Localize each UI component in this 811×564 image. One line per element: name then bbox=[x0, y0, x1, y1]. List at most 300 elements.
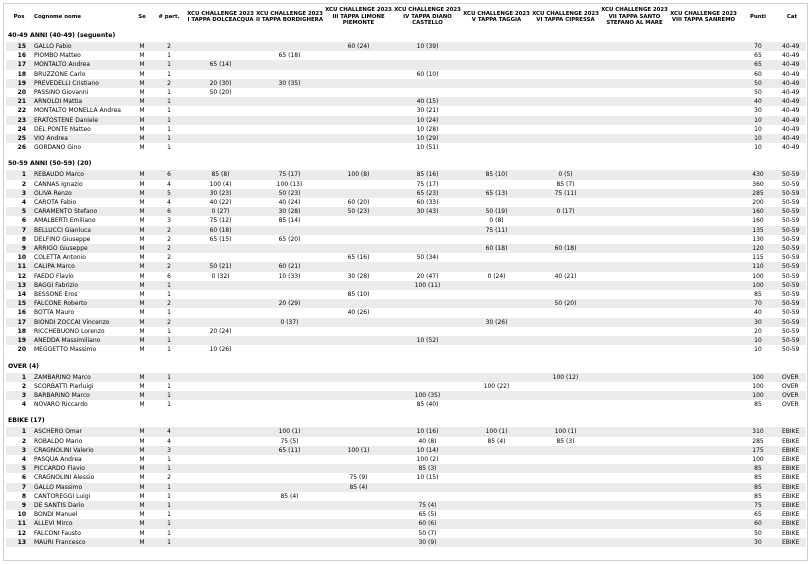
table-row bbox=[6, 253, 806, 262]
cell-category: 40-49 bbox=[782, 89, 800, 97]
cell-sex: M bbox=[132, 483, 152, 492]
cell-stage-3 bbox=[324, 216, 393, 225]
cell-category: 50-59 bbox=[778, 207, 806, 216]
cell-stage-7 bbox=[600, 318, 669, 327]
cell-stage-4: 85 (3) bbox=[393, 464, 462, 473]
cell-stage-1 bbox=[186, 473, 255, 482]
cell-stage-6: 85 (3) bbox=[556, 437, 575, 445]
cell-stage-4 bbox=[393, 226, 462, 235]
table-row bbox=[6, 51, 806, 60]
cell-stage-1 bbox=[186, 510, 255, 519]
table-row bbox=[6, 262, 806, 271]
cell-athlete-name: AMALBERTI Emiliano bbox=[34, 217, 96, 225]
cell-athlete-name: BESSONE Eros bbox=[34, 291, 78, 299]
cell-pos: 12 bbox=[17, 529, 26, 537]
cell-participations: 1 bbox=[167, 382, 171, 390]
cell-stage-8 bbox=[669, 79, 738, 88]
cell-stage-7 bbox=[600, 483, 669, 492]
cell-stage-2: 40 (24) bbox=[278, 199, 301, 207]
header-stage-2: XCU CHALLENGE 2023 II TAPPA BORDIGHERA bbox=[255, 10, 324, 23]
cell-points: 85 bbox=[754, 401, 762, 409]
cell-athlete-name: VIO Andrea bbox=[32, 134, 132, 143]
cell-participations: 4 bbox=[167, 180, 171, 188]
cell-stage-4: 10 (39) bbox=[393, 42, 462, 51]
cell-sex: M bbox=[132, 226, 152, 235]
cell-stage-6 bbox=[531, 290, 600, 299]
cell-category: 50-59 bbox=[778, 336, 806, 345]
cell-stage-4: 30 (9) bbox=[393, 538, 462, 547]
cell-sex: M bbox=[139, 180, 145, 188]
cell-stage-3 bbox=[324, 189, 393, 198]
cell-athlete-name: PREVEDELLI Cristiano bbox=[32, 79, 132, 88]
cell-athlete-name: BELLUCCI Gianluca bbox=[32, 226, 132, 235]
cell-participations: 2 bbox=[152, 318, 186, 327]
cell-stage-1 bbox=[186, 427, 255, 436]
section-header bbox=[6, 158, 806, 170]
cell-stage-2 bbox=[255, 538, 324, 547]
cell-points: 115 bbox=[752, 254, 764, 262]
table-row bbox=[6, 272, 806, 281]
cell-stage-5: 0 (24) bbox=[487, 272, 506, 280]
cell-participations: 1 bbox=[167, 511, 171, 519]
cell-stage-8 bbox=[669, 253, 738, 262]
cell-stage-8 bbox=[669, 529, 738, 538]
table-row bbox=[6, 281, 806, 290]
cell-stage-6 bbox=[531, 345, 600, 354]
cell-stage-4 bbox=[393, 244, 462, 253]
cell-category: 40-49 bbox=[782, 70, 800, 78]
cell-stage-3 bbox=[324, 262, 393, 271]
cell-stage-7 bbox=[600, 446, 669, 455]
cell-sex: M bbox=[132, 318, 152, 327]
cell-category: 40-49 bbox=[778, 79, 806, 88]
cell-stage-6 bbox=[531, 281, 600, 290]
cell-sex: M bbox=[139, 107, 145, 115]
cell-athlete-name: DEL PONTE Matteo bbox=[34, 125, 91, 133]
cell-stage-5 bbox=[462, 51, 531, 60]
cell-points: 100 bbox=[752, 382, 764, 390]
cell-stage-6 bbox=[531, 134, 600, 143]
cell-stage-4 bbox=[393, 483, 462, 492]
cell-stage-6 bbox=[531, 308, 600, 317]
table-row bbox=[6, 336, 806, 345]
cell-stage-3: 100 (8) bbox=[324, 170, 393, 179]
cell-sex: M bbox=[139, 272, 145, 280]
cell-stage-3 bbox=[324, 235, 393, 244]
cell-stage-4: 10 (16) bbox=[393, 427, 462, 436]
cell-participations: 4 bbox=[152, 427, 186, 436]
cell-stage-2 bbox=[255, 290, 324, 299]
table-row bbox=[6, 519, 806, 528]
cell-stage-5 bbox=[462, 400, 531, 409]
cell-stage-2 bbox=[255, 244, 324, 253]
cell-stage-1: 30 (23) bbox=[186, 189, 255, 198]
cell-stage-3: 85 (4) bbox=[324, 483, 393, 492]
cell-stage-6: 85 (7) bbox=[556, 180, 575, 188]
cell-athlete-name: CALIPA Marco bbox=[32, 262, 132, 271]
cell-sex: M bbox=[132, 79, 152, 88]
cell-stage-8 bbox=[669, 189, 738, 198]
table-row bbox=[6, 391, 806, 400]
cell-stage-2: 100 (13) bbox=[276, 180, 303, 188]
cell-stage-3 bbox=[324, 336, 393, 345]
cell-participations: 1 bbox=[152, 60, 186, 69]
cell-stage-7 bbox=[600, 437, 669, 446]
cell-athlete-name: CRAGNOLINI Valerio bbox=[32, 446, 132, 455]
cell-stage-8 bbox=[669, 106, 738, 115]
cell-pos: 18 bbox=[17, 70, 26, 78]
cell-stage-8 bbox=[669, 97, 738, 106]
cell-athlete-name: CANTOREGGI Luigi bbox=[34, 492, 91, 500]
cell-stage-8 bbox=[669, 327, 738, 336]
cell-stage-5: 0 (8) bbox=[489, 217, 504, 225]
cell-points: 50 bbox=[754, 89, 762, 97]
cell-participations: 6 bbox=[152, 207, 186, 216]
cell-stage-4: 100 (35) bbox=[393, 391, 462, 400]
cell-stage-6 bbox=[531, 464, 600, 473]
cell-category: EBIKE bbox=[778, 538, 806, 547]
cell-stage-1: 60 (18) bbox=[186, 226, 255, 235]
cell-sex: M bbox=[139, 492, 145, 500]
cell-stage-8 bbox=[669, 400, 738, 409]
cell-category: 50-59 bbox=[782, 254, 800, 262]
cell-points: 75 bbox=[738, 501, 778, 510]
cell-stage-7 bbox=[600, 51, 669, 60]
results-page bbox=[3, 3, 808, 561]
cell-stage-1: 100 (4) bbox=[209, 180, 232, 188]
cell-points: 60 bbox=[738, 519, 778, 528]
cell-stage-1 bbox=[186, 336, 255, 345]
cell-stage-3 bbox=[324, 400, 393, 409]
cell-category: 50-59 bbox=[782, 180, 800, 188]
cell-stage-3 bbox=[324, 318, 393, 327]
cell-stage-7 bbox=[600, 510, 669, 519]
cell-stage-7 bbox=[600, 226, 669, 235]
table-row bbox=[6, 106, 806, 115]
cell-stage-2: 30 (35) bbox=[255, 79, 324, 88]
cell-stage-8 bbox=[669, 216, 738, 225]
cell-pos: 10 bbox=[17, 254, 26, 262]
cell-stage-7 bbox=[600, 88, 669, 97]
cell-category: EBIKE bbox=[778, 483, 806, 492]
cell-stage-4: 75 (17) bbox=[416, 180, 439, 188]
cell-stage-3 bbox=[324, 382, 393, 391]
cell-athlete-name: REBAUDO Marco bbox=[32, 170, 132, 179]
cell-pos: 26 bbox=[17, 144, 26, 152]
cell-category: 50-59 bbox=[782, 217, 800, 225]
cell-pos: 5 bbox=[6, 464, 32, 473]
cell-stage-6: 0 (5) bbox=[531, 170, 600, 179]
cell-participations: 1 bbox=[167, 144, 171, 152]
cell-sex: M bbox=[132, 464, 152, 473]
cell-stage-2 bbox=[255, 253, 324, 262]
cell-stage-4: 50 (7) bbox=[418, 529, 437, 537]
cell-stage-2 bbox=[255, 70, 324, 79]
cell-athlete-name: CAROTA Fabio bbox=[34, 199, 77, 207]
section-header bbox=[6, 30, 806, 42]
cell-points: 85 bbox=[754, 474, 762, 482]
cell-stage-1 bbox=[186, 97, 255, 106]
cell-category: EBIKE bbox=[782, 455, 800, 463]
cell-athlete-name: BOTTA Mauro bbox=[34, 309, 75, 317]
cell-sex: M bbox=[132, 60, 152, 69]
cell-stage-3 bbox=[324, 134, 393, 143]
table-row bbox=[6, 327, 806, 336]
cell-stage-5 bbox=[462, 538, 531, 547]
cell-stage-2 bbox=[255, 345, 324, 354]
cell-stage-1 bbox=[186, 70, 255, 79]
cell-stage-5 bbox=[462, 492, 531, 501]
cell-stage-5 bbox=[462, 373, 531, 382]
cell-points: 85 bbox=[738, 483, 778, 492]
cell-stage-2 bbox=[255, 391, 324, 400]
cell-stage-2 bbox=[255, 226, 324, 235]
cell-stage-7 bbox=[600, 391, 669, 400]
cell-stage-7 bbox=[600, 464, 669, 473]
cell-pos: 19 bbox=[6, 336, 32, 345]
cell-points: 40 bbox=[738, 97, 778, 106]
cell-pos: 24 bbox=[17, 125, 26, 133]
cell-points: 160 bbox=[752, 217, 764, 225]
cell-pos: 3 bbox=[6, 391, 32, 400]
cell-stage-1 bbox=[186, 281, 255, 290]
cell-stage-8 bbox=[669, 345, 738, 354]
cell-stage-3 bbox=[324, 97, 393, 106]
table-row bbox=[6, 226, 806, 235]
cell-stage-8 bbox=[669, 180, 738, 189]
cell-pos: 5 bbox=[6, 207, 32, 216]
table-row bbox=[6, 198, 806, 207]
cell-stage-7 bbox=[600, 60, 669, 69]
cell-stage-1 bbox=[186, 455, 255, 464]
cell-stage-5 bbox=[462, 79, 531, 88]
standings-body bbox=[6, 30, 806, 547]
cell-sex: M bbox=[132, 170, 152, 179]
cell-pos: 6 bbox=[21, 474, 26, 482]
cell-stage-8 bbox=[669, 391, 738, 400]
header-stage-7: XCU CHALLENGE 2023 VII TAPPA SANTO STEFANO AL MARE bbox=[601, 7, 668, 27]
table-row bbox=[6, 400, 806, 409]
cell-athlete-name: NOVARO Riccardo bbox=[34, 401, 88, 409]
cell-stage-5 bbox=[462, 134, 531, 143]
cell-sex: M bbox=[132, 97, 152, 106]
section-title: 40-49 ANNI (40-49) (seguente) bbox=[6, 30, 806, 42]
cell-pos: 10 bbox=[17, 511, 26, 519]
cell-stage-1: 65 (15) bbox=[209, 235, 232, 243]
cell-stage-5: 30 (26) bbox=[462, 318, 531, 327]
cell-sex: M bbox=[139, 382, 145, 390]
cell-points: 285 bbox=[752, 437, 764, 445]
cell-athlete-name: BARBARINO Marco bbox=[32, 391, 132, 400]
cell-category: 50-59 bbox=[782, 272, 800, 280]
cell-stage-6 bbox=[531, 226, 600, 235]
cell-stage-1 bbox=[186, 290, 255, 299]
cell-sex: M bbox=[139, 309, 145, 317]
header-stage-8: XCU CHALLENGE 2023 VIII TAPPA SANREMO bbox=[670, 10, 737, 23]
cell-stage-7 bbox=[600, 299, 669, 308]
cell-stage-1 bbox=[186, 373, 255, 382]
table-row bbox=[6, 373, 806, 382]
cell-pos: 17 bbox=[6, 60, 32, 69]
cell-stage-8 bbox=[669, 464, 738, 473]
cell-sex: M bbox=[132, 207, 152, 216]
cell-pos: 15 bbox=[6, 299, 32, 308]
cell-category: 50-59 bbox=[778, 318, 806, 327]
header-stage-3: XCU CHALLENGE 2023 III TAPPA LIMONE PIEMONTE bbox=[325, 7, 392, 27]
cell-stage-3: 75 (9) bbox=[349, 474, 368, 482]
cell-participations: 3 bbox=[152, 446, 186, 455]
cell-athlete-name: PASQUA Andrea bbox=[34, 455, 82, 463]
cell-points: 130 bbox=[752, 235, 764, 243]
cell-stage-2 bbox=[255, 336, 324, 345]
cell-stage-5 bbox=[462, 510, 531, 519]
cell-pos: 9 bbox=[6, 244, 32, 253]
cell-stage-2: 85 (14) bbox=[278, 217, 301, 225]
cell-sex: M bbox=[139, 217, 145, 225]
cell-stage-4 bbox=[393, 51, 462, 60]
cell-stage-2: 65 (11) bbox=[255, 446, 324, 455]
cell-stage-1 bbox=[186, 106, 255, 115]
header-pos: Pos bbox=[13, 13, 25, 20]
cell-stage-8 bbox=[669, 483, 738, 492]
cell-pos: 25 bbox=[6, 134, 32, 143]
cell-stage-6 bbox=[531, 519, 600, 528]
cell-stage-5 bbox=[462, 299, 531, 308]
cell-stage-7 bbox=[600, 336, 669, 345]
cell-stage-8 bbox=[669, 125, 738, 134]
cell-stage-5: 75 (11) bbox=[462, 226, 531, 235]
cell-category: EBIKE bbox=[778, 501, 806, 510]
cell-stage-3: 65 (16) bbox=[347, 254, 370, 262]
cell-category: 40-49 bbox=[782, 125, 800, 133]
cell-points: 70 bbox=[738, 299, 778, 308]
cell-participations: 1 bbox=[167, 107, 171, 115]
cell-stage-6: 100 (12) bbox=[531, 373, 600, 382]
cell-stage-6 bbox=[531, 538, 600, 547]
cell-stage-4: 20 (47) bbox=[416, 272, 439, 280]
cell-stage-3 bbox=[324, 116, 393, 125]
cell-stage-1 bbox=[186, 116, 255, 125]
cell-points: 50 bbox=[738, 79, 778, 88]
cell-athlete-name: BAGGI Fabrizio bbox=[32, 281, 132, 290]
cell-pos: 20 bbox=[17, 346, 26, 354]
cell-stage-7 bbox=[600, 235, 669, 244]
cell-stage-1 bbox=[186, 492, 255, 501]
cell-stage-3 bbox=[324, 455, 393, 464]
header-participations: # part. bbox=[158, 13, 180, 20]
cell-stage-1: 40 (22) bbox=[209, 199, 232, 207]
cell-stage-1 bbox=[186, 446, 255, 455]
cell-stage-4: 100 (11) bbox=[393, 281, 462, 290]
cell-athlete-name: GALLO Fabio bbox=[32, 42, 132, 51]
cell-stage-6 bbox=[531, 483, 600, 492]
cell-stage-6 bbox=[531, 400, 600, 409]
cell-stage-3 bbox=[324, 79, 393, 88]
header-sex: Se bbox=[138, 13, 146, 20]
cell-sex: M bbox=[132, 391, 152, 400]
cell-points: 50 bbox=[754, 529, 762, 537]
cell-stage-8 bbox=[669, 501, 738, 510]
cell-participations: 1 bbox=[152, 134, 186, 143]
cell-category: 50-59 bbox=[782, 235, 800, 243]
cell-participations: 2 bbox=[152, 42, 186, 51]
cell-stage-7 bbox=[600, 281, 669, 290]
cell-participations: 1 bbox=[167, 309, 171, 317]
header-stage-5: XCU CHALLENGE 2023 V TAPPA TAGGIA bbox=[463, 10, 530, 23]
cell-stage-5 bbox=[462, 473, 531, 482]
table-row bbox=[6, 79, 806, 88]
cell-athlete-name: RICCHEBUONO Lorenzo bbox=[34, 327, 105, 335]
cell-stage-1: 75 (12) bbox=[209, 217, 232, 225]
cell-stage-3 bbox=[324, 538, 393, 547]
cell-stage-8 bbox=[669, 382, 738, 391]
cell-stage-6 bbox=[531, 492, 600, 501]
cell-pos: 3 bbox=[6, 446, 32, 455]
cell-stage-4: 10 (51) bbox=[416, 144, 439, 152]
cell-stage-6: 100 (1) bbox=[531, 427, 600, 436]
cell-points: 20 bbox=[754, 327, 762, 335]
cell-stage-7 bbox=[600, 125, 669, 134]
cell-category: 50-59 bbox=[782, 309, 800, 317]
table-row bbox=[6, 473, 806, 482]
cell-stage-5: 50 (19) bbox=[462, 207, 531, 216]
cell-stage-6 bbox=[531, 51, 600, 60]
cell-sex: M bbox=[132, 116, 152, 125]
cell-stage-7 bbox=[600, 501, 669, 510]
cell-pos: 16 bbox=[17, 309, 26, 317]
cell-pos: 12 bbox=[17, 272, 26, 280]
cell-participations: 1 bbox=[167, 401, 171, 409]
cell-stage-1 bbox=[186, 134, 255, 143]
cell-athlete-name: FALCONI Fausto bbox=[34, 529, 81, 537]
cell-pos: 22 bbox=[17, 107, 26, 115]
cell-stage-1 bbox=[186, 318, 255, 327]
cell-athlete-name: DELFINO Giuseppe bbox=[34, 235, 91, 243]
section-title: 50-59 ANNI (50-59) (20) bbox=[6, 158, 806, 170]
cell-stage-6 bbox=[531, 88, 600, 97]
cell-sex: M bbox=[132, 244, 152, 253]
cell-stage-3: 60 (24) bbox=[324, 42, 393, 51]
cell-stage-5 bbox=[462, 308, 531, 317]
cell-stage-6: 75 (11) bbox=[531, 189, 600, 198]
cell-participations: 2 bbox=[152, 244, 186, 253]
cell-points: 135 bbox=[738, 226, 778, 235]
cell-stage-3 bbox=[324, 345, 393, 354]
cell-category: EBIKE bbox=[778, 427, 806, 436]
table-row bbox=[6, 538, 806, 547]
cell-stage-8 bbox=[669, 318, 738, 327]
cell-stage-5 bbox=[462, 327, 531, 336]
cell-participations: 6 bbox=[152, 170, 186, 179]
cell-pos: 15 bbox=[6, 42, 32, 51]
cell-stage-6 bbox=[531, 501, 600, 510]
table-row bbox=[6, 170, 806, 179]
cell-points: 360 bbox=[752, 180, 764, 188]
cell-stage-4: 65 (5) bbox=[418, 511, 437, 519]
cell-athlete-name: FALCONE Roberto bbox=[32, 299, 132, 308]
cell-stage-3 bbox=[324, 143, 393, 152]
cell-stage-6 bbox=[531, 97, 600, 106]
cell-points: 285 bbox=[738, 189, 778, 198]
cell-pos: 14 bbox=[17, 291, 26, 299]
cell-points: 175 bbox=[738, 446, 778, 455]
cell-category: 40-49 bbox=[782, 107, 800, 115]
cell-stage-4: 60 (10) bbox=[416, 70, 439, 78]
cell-participations: 1 bbox=[152, 116, 186, 125]
cell-stage-2 bbox=[255, 134, 324, 143]
cell-stage-3 bbox=[324, 106, 393, 115]
table-row bbox=[6, 60, 806, 69]
